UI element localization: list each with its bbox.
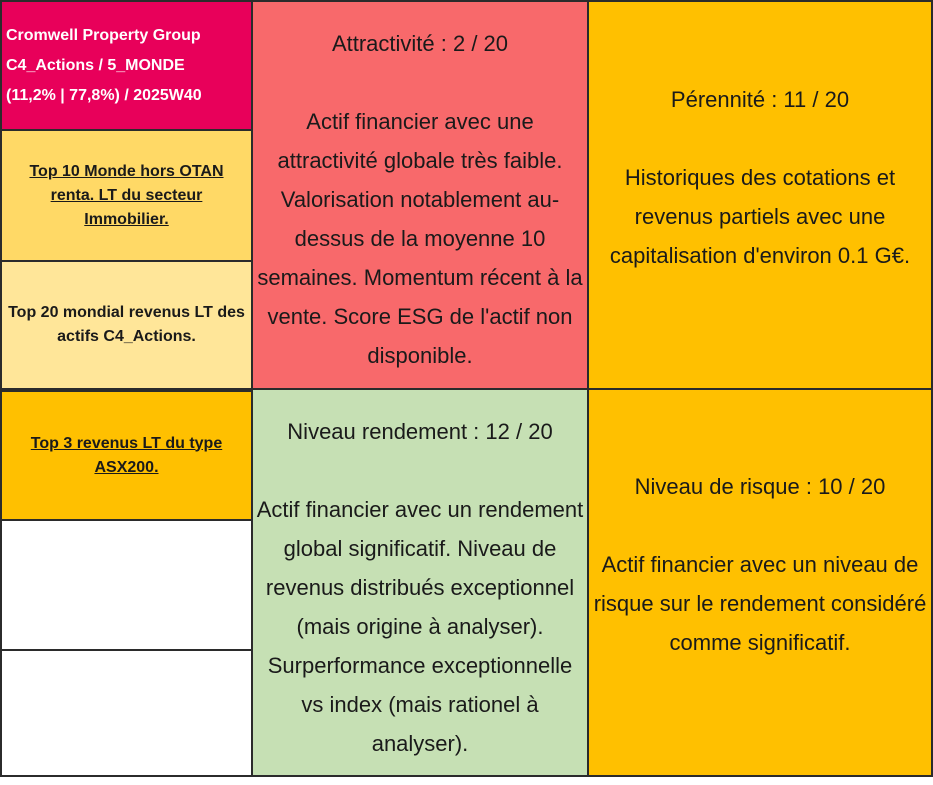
perennite-title: Pérennité : 11 / 20	[670, 86, 850, 112]
rendement-panel	[251, 388, 589, 777]
tag-top20-mondial-text: Top 20 mondial revenus LT des actifs C4_Actions.	[8, 304, 245, 345]
attractivite-panel	[251, 0, 589, 390]
attractivite-title: Attractivité : 2 / 20	[331, 31, 509, 56]
tag-top3-asx200[interactable]	[0, 390, 253, 521]
risque-body: Actif financier avec un niveau de risque sur le rendement considéré comme significatif.	[593, 552, 927, 655]
tag-top10-monde[interactable]	[0, 129, 253, 262]
rendement-title: Niveau rendement : 12 / 20	[287, 419, 553, 444]
tag-top3-asx200-text[interactable]: Top 3 revenus LT du type ASX200.	[30, 434, 223, 476]
asset-header	[0, 0, 253, 131]
tag-top10-monde-text[interactable]: Top 10 Monde hors OTAN renta. LT du secteur Immobilier.	[29, 162, 224, 228]
perennite-body: Historiques des cotations et revenus partiels avec une capitalisation d'environ 0.1 G€.	[609, 164, 911, 268]
attractivite-body: Actif financier avec une attractivité globale très faible. Valorisation notablement au-dessus de la moyenne 10 semaines. Momentum récent à la vente. Score ESG de l'actif non disponible.	[257, 109, 583, 368]
risque-panel	[587, 388, 933, 777]
asset-name: Cromwell Property Group	[6, 26, 201, 44]
perennite-panel	[587, 0, 933, 390]
tag-top20-mondial	[0, 260, 253, 390]
rendement-body: Actif financier avec un rendement global significatif. Niveau de revenus distribués exceptionnel (mais origine à analyser). Surperformance exceptionnelle vs index (mais rationel à analyser).	[256, 497, 584, 756]
empty-cell	[0, 519, 253, 651]
asset-stats: (11,2% | 77,8%) / 2025W40	[6, 86, 202, 104]
empty-cell	[0, 649, 253, 777]
asset-category: C4_Actions / 5_MONDE	[6, 56, 185, 74]
risque-title: Niveau de risque : 10 / 20	[634, 474, 886, 499]
